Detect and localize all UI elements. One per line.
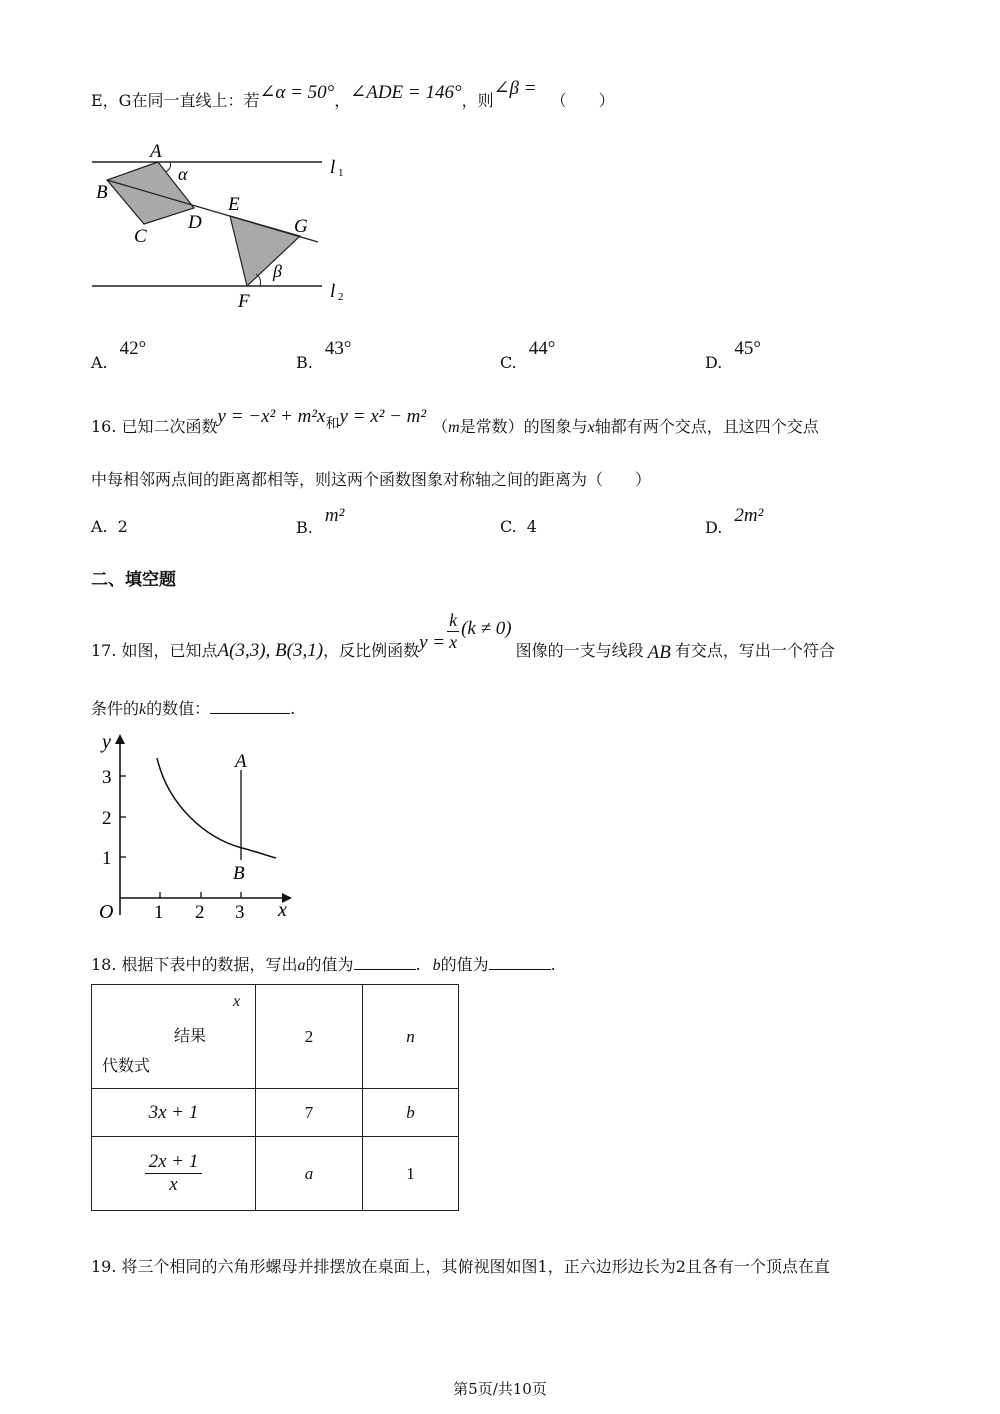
q18-mid2: 的值为 bbox=[440, 955, 489, 974]
option-value: 43° bbox=[324, 338, 352, 359]
q15-option-d bbox=[705, 338, 761, 374]
q17-points: A(3,3), B(3,1) bbox=[217, 640, 324, 661]
option-letter: D. bbox=[705, 353, 723, 372]
label-beta: β bbox=[273, 261, 282, 281]
q16-line2: 中每相邻两点间的距离都相等，则这两个函数图象对称轴之间的距离为（ ） bbox=[91, 470, 652, 489]
label-l1-sub: 1 bbox=[338, 167, 344, 179]
q18-var-a: a bbox=[297, 957, 306, 974]
header-expression: 代数式 bbox=[102, 1056, 151, 1075]
option-value: m² bbox=[324, 505, 345, 526]
label-l2-sub: 2 bbox=[338, 291, 344, 303]
fraction-numerator: k bbox=[449, 610, 458, 630]
q16-text-c: 轴都有两个交点，且这四个交点 bbox=[594, 417, 819, 436]
row2-expression bbox=[92, 1137, 256, 1211]
row1-value-1: 7 bbox=[256, 1089, 363, 1137]
option-letter: A. bbox=[91, 353, 108, 372]
label-e: E bbox=[228, 194, 240, 215]
option-letter: A. bbox=[91, 517, 108, 536]
q16-and: 和 bbox=[325, 416, 340, 432]
q17-func-fraction bbox=[447, 610, 459, 653]
header-x: x bbox=[233, 993, 241, 1010]
q16-line1 bbox=[91, 406, 819, 438]
q15-answer-paren: （ ） bbox=[550, 91, 615, 110]
q16-intro: 16. 已知二次函数 bbox=[91, 417, 218, 436]
point-b-label: B bbox=[233, 863, 245, 884]
q17-func-lhs: y = bbox=[419, 632, 446, 653]
option-value: 45° bbox=[734, 338, 761, 359]
angle-alpha-arc bbox=[166, 162, 171, 172]
q16-option-d bbox=[705, 505, 764, 539]
q18-intro: 18. 根据下表中的数据，写出 bbox=[91, 955, 298, 974]
fraction-numerator: 2x + 1 bbox=[145, 1151, 203, 1174]
x-axis-label: x bbox=[278, 899, 287, 921]
q17-line1 bbox=[91, 610, 835, 670]
q18-var-b: b bbox=[432, 957, 441, 974]
fraction-denominator: x bbox=[169, 1174, 178, 1195]
label-d: D bbox=[188, 212, 202, 233]
row2-value-2: 1 bbox=[363, 1137, 459, 1211]
point-a-label: A bbox=[235, 751, 247, 772]
label-g: G bbox=[294, 216, 308, 237]
y-axis-label: y bbox=[102, 731, 111, 753]
x-tick-label-1: 1 bbox=[154, 902, 164, 923]
q15-option-b bbox=[296, 338, 352, 374]
q17-func-condition: (k ≠ 0) bbox=[461, 618, 512, 639]
q18-answer-blank-b[interactable] bbox=[489, 953, 551, 970]
q16-var-m: m bbox=[448, 419, 460, 436]
q17-line2-post: 的数值： bbox=[146, 699, 211, 718]
label-b: B bbox=[96, 182, 108, 203]
q15-geometry-figure bbox=[90, 140, 360, 315]
row2-fraction bbox=[145, 1151, 203, 1196]
q17-mid: ，反比例函数 bbox=[323, 641, 420, 660]
option-letter: C. bbox=[500, 517, 517, 536]
q18-dot: . bbox=[415, 955, 421, 974]
y-tick-label-3: 3 bbox=[102, 767, 112, 788]
x-tick-label-3: 3 bbox=[235, 902, 245, 923]
q17-intro: 17. 如图，已知点 bbox=[91, 641, 218, 660]
option-value: 2 bbox=[117, 517, 128, 536]
label-c: C bbox=[134, 226, 147, 247]
q16-option-c bbox=[500, 517, 537, 536]
table-diagonal-header bbox=[92, 985, 256, 1089]
header-col-n: n bbox=[363, 985, 459, 1089]
header-result: 结果 bbox=[174, 1026, 207, 1045]
q18-end: . bbox=[550, 955, 556, 974]
option-letter: C. bbox=[500, 353, 517, 372]
q16-paren-open: （ bbox=[432, 417, 449, 436]
q17-coordinate-graph bbox=[90, 730, 305, 925]
q18-line bbox=[91, 952, 556, 975]
q17-line2 bbox=[91, 696, 295, 719]
q16-var-x: x bbox=[587, 419, 595, 436]
q16-function-1: y = −x² + m²x bbox=[217, 406, 326, 427]
q17-line2-pre: 条件的 bbox=[91, 699, 140, 718]
header-col-2: 2 bbox=[256, 985, 363, 1089]
row1-expression: 3x + 1 bbox=[92, 1089, 256, 1137]
table-row-1 bbox=[92, 1089, 459, 1137]
option-letter: D. bbox=[705, 518, 723, 537]
q15-separator: ， bbox=[334, 91, 351, 110]
option-value: 2m² bbox=[734, 505, 764, 526]
q16-option-b bbox=[296, 505, 345, 539]
q15-intro-then: ，则 bbox=[461, 91, 494, 110]
q16-option-a bbox=[91, 517, 128, 536]
label-alpha: α bbox=[178, 164, 188, 184]
y-tick-label-1: 1 bbox=[102, 848, 112, 869]
q17-end: . bbox=[290, 699, 296, 718]
table-row-2 bbox=[92, 1137, 459, 1211]
label-l2: l bbox=[330, 281, 336, 302]
q15-condition-alpha: ∠α = 50° bbox=[259, 82, 335, 103]
option-value: 42° bbox=[119, 338, 147, 359]
fraction-denominator: x bbox=[449, 632, 458, 652]
row2-value-1: a bbox=[256, 1137, 363, 1211]
q15-intro-text: E，G在同一直线上：若 bbox=[91, 91, 260, 110]
page-footer: 第5页/共10页 bbox=[453, 1380, 547, 1398]
x-tick-label-2: 2 bbox=[195, 902, 205, 923]
origin-label: O bbox=[99, 901, 114, 923]
q18-data-table bbox=[91, 984, 459, 1211]
option-letter: B. bbox=[296, 518, 313, 537]
q15-ask-beta: ∠β = bbox=[493, 78, 537, 99]
q18-mid: 的值为 bbox=[305, 955, 354, 974]
table-header-row bbox=[92, 985, 459, 1089]
q15-option-c bbox=[500, 338, 556, 374]
q19-text: 19. 将三个相同的六角形螺母并排摆放在桌面上，其俯视图如图1，正六边形边长为2且各有一个顶点在直 bbox=[91, 1257, 830, 1276]
q17-post: 图像的一支与线段 bbox=[515, 641, 644, 660]
q16-function-2: y = x² − m² bbox=[339, 406, 427, 427]
hyperbola-curve bbox=[157, 758, 276, 858]
q17-var-k: k bbox=[139, 701, 147, 718]
q18-answer-blank-a[interactable] bbox=[354, 953, 416, 970]
option-value: 4 bbox=[526, 517, 537, 536]
y-tick-label-2: 2 bbox=[102, 808, 112, 829]
label-l1: l bbox=[330, 157, 336, 178]
q17-segment: AB bbox=[647, 642, 671, 663]
q17-post2: 有交点，写出一个符合 bbox=[674, 641, 835, 660]
label-f: F bbox=[238, 291, 250, 312]
label-a: A bbox=[150, 141, 162, 162]
q17-answer-blank[interactable] bbox=[210, 697, 290, 714]
q16-text-b: 是常数）的图象与 bbox=[459, 417, 588, 436]
q15-option-a bbox=[91, 338, 147, 374]
q15-condition-ade: ∠ADE = 146° bbox=[350, 82, 462, 103]
q15-intro bbox=[91, 78, 615, 112]
row1-value-2: b bbox=[363, 1089, 459, 1137]
option-letter: B. bbox=[296, 353, 313, 372]
option-value: 44° bbox=[528, 338, 556, 359]
section-heading-fill-in: 二、填空题 bbox=[91, 570, 176, 590]
